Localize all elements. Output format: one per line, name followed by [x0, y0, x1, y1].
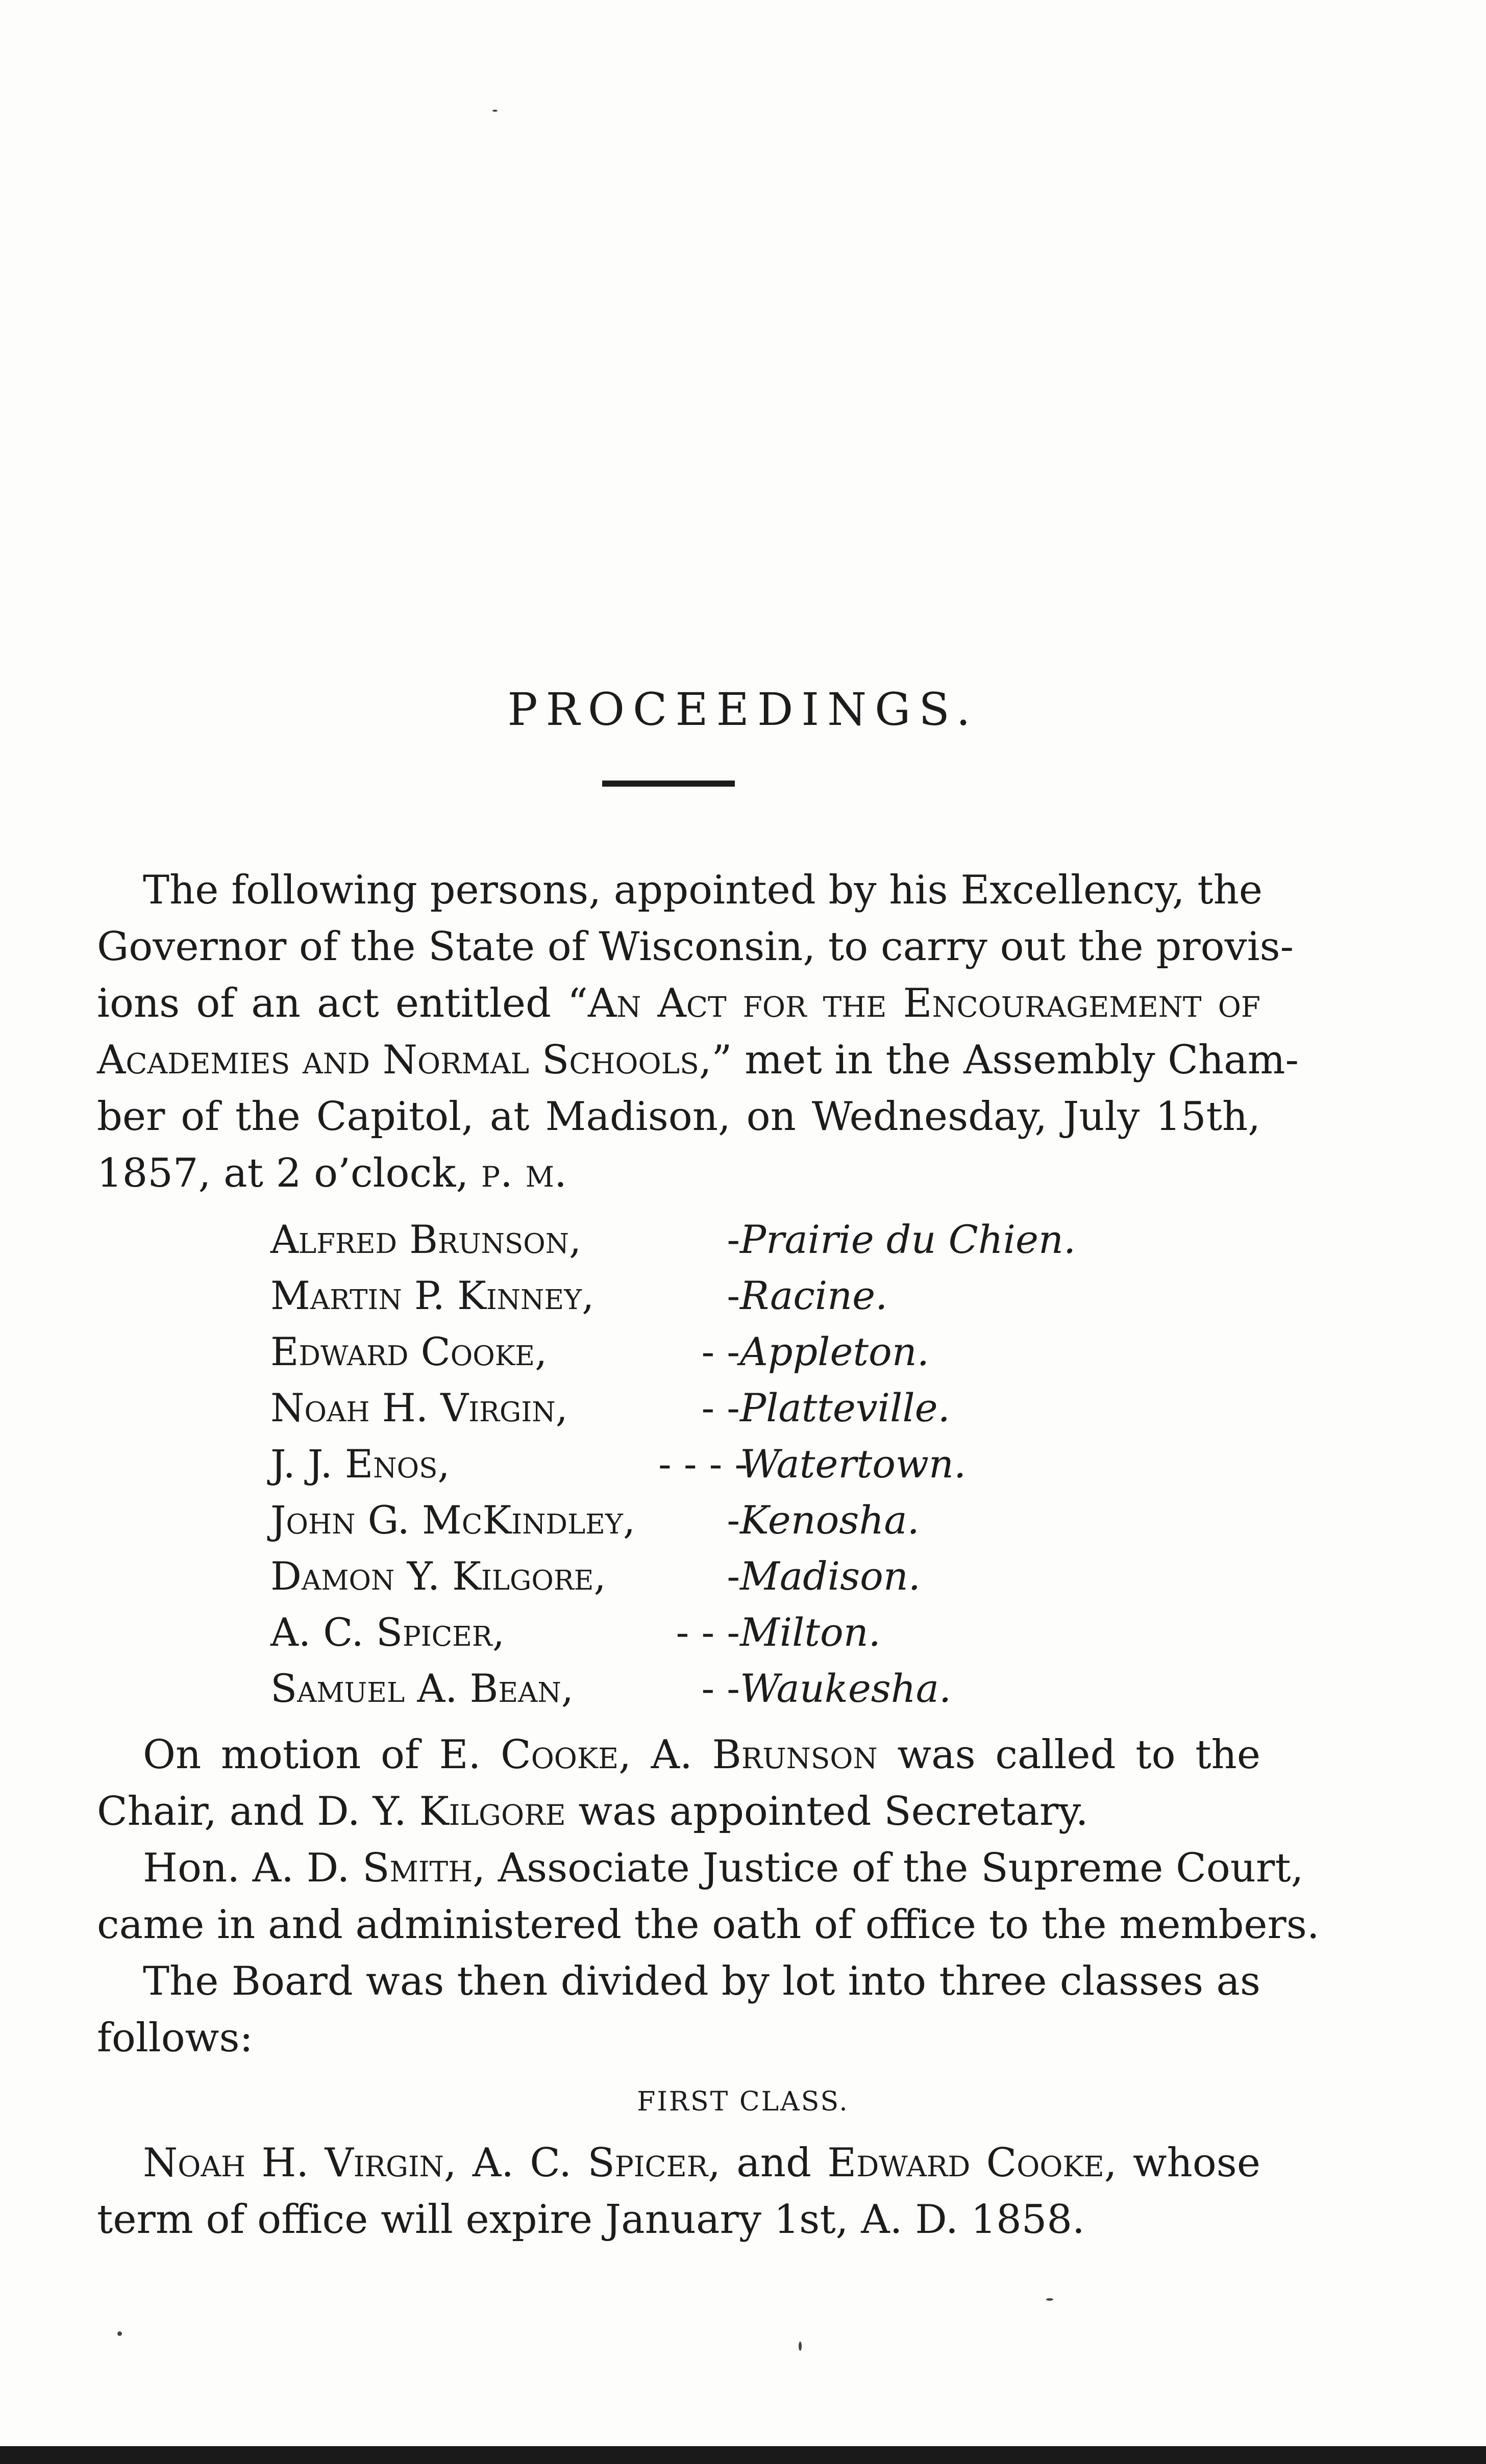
member-place: Waukesha. — [740, 1666, 952, 1711]
leader-dashes: - - — [701, 1385, 740, 1430]
motion-paragraphs — [97, 1727, 1320, 2067]
first-class-paragraph — [97, 2135, 1260, 2248]
intro-line-6 — [97, 1145, 1260, 1202]
member-row — [270, 1380, 1076, 1436]
intro-line-1 — [97, 862, 1263, 919]
intro-text: ber of the Capitol, at Madison, on Wednesday, July 15th, — [97, 1094, 1260, 1140]
member-name: Damon Y. Kilgore, — [270, 1553, 606, 1599]
members-roster — [270, 1212, 1076, 1717]
scan-speck — [492, 110, 498, 112]
member-place: Appleton. — [740, 1329, 929, 1374]
intro-line-4 — [97, 1032, 1299, 1089]
person-name: Noah H. Virgin — [143, 2140, 444, 2186]
leader-dashes: - - - - — [658, 1441, 748, 1487]
page-title: PROCEEDINGS. — [507, 683, 979, 736]
member-name: Martin P. Kinney, — [270, 1273, 595, 1318]
member-place: Kenosha. — [740, 1497, 920, 1543]
intro-line-5 — [97, 1089, 1260, 1145]
member-row — [270, 1324, 1076, 1380]
person-name: A. C. Spicer — [472, 2140, 708, 2186]
scan-speck — [1046, 2298, 1053, 2301]
member-name: Edward Cooke, — [270, 1329, 548, 1374]
member-name: J. J. Enos, — [270, 1441, 450, 1487]
leader-dashes: - — [727, 1273, 740, 1318]
intro-line-2 — [97, 919, 1294, 975]
motion-line-2: Chair, and D. Y. Kilgore was appointed Secretary. — [97, 1789, 1088, 1834]
leader-dashes: - — [727, 1553, 740, 1599]
motion-line-3: Hon. A. D. Smith, Associate Justice of the Supreme Court, — [143, 1845, 1304, 1891]
scan-speck — [117, 2331, 122, 2336]
act-title: Academies and Normal Schools — [97, 1037, 699, 1083]
first-class-line-2: term of office will expire January 1st, A. D. 1858. — [97, 2197, 1085, 2243]
member-place: Racine. — [740, 1273, 888, 1318]
member-row — [270, 1492, 1076, 1548]
member-name: Samuel A. Bean, — [270, 1666, 574, 1711]
time-marker: p. m. — [481, 1150, 567, 1196]
intro-paragraph — [97, 862, 1299, 1202]
member-row — [270, 1548, 1076, 1604]
leader-dashes: - - — [701, 1666, 740, 1711]
member-row — [270, 1661, 1076, 1717]
member-place: Platteville. — [740, 1385, 950, 1430]
person-name: Edward Cooke — [827, 2140, 1104, 2186]
member-name: Alfred Brunson, — [270, 1217, 582, 1262]
leader-dashes: - — [727, 1497, 740, 1543]
motion-line-1: On motion of E. Cooke, A. Brunson was called to the — [143, 1732, 1260, 1778]
intro-text: Governor of the State of Wisconsin, to carry out the provis- — [97, 924, 1294, 970]
intro-text: 1857, at 2 o’clock, — [97, 1150, 482, 1196]
member-row — [270, 1212, 1076, 1268]
member-name: Noah H. Virgin, — [270, 1385, 568, 1430]
member-place: Madison. — [740, 1553, 921, 1599]
act-title: An Act for the Encouragement of — [587, 980, 1260, 1026]
first-class-line-1: Noah H. Virgin, A. C. Spicer, and Edward Cooke, whose — [143, 2140, 1260, 2186]
person-name: Kilgore — [419, 1789, 566, 1834]
member-row — [270, 1604, 1076, 1661]
first-class-heading: FIRST CLASS. — [637, 2086, 849, 2117]
scan-edge — [0, 2446, 1486, 2464]
person-name: E. Cooke — [439, 1732, 619, 1778]
member-row — [270, 1436, 1076, 1492]
member-place: Milton. — [740, 1610, 881, 1655]
intro-text: ions of an act entitled “ — [97, 980, 588, 1026]
title-rule — [602, 781, 735, 787]
intro-text: The following persons, appointed by his Excellency, the — [143, 867, 1263, 913]
member-place: Prairie du Chien. — [740, 1217, 1076, 1262]
member-row — [270, 1268, 1076, 1324]
intro-text: ,” met in the Assembly Cham- — [699, 1037, 1299, 1083]
member-name: A. C. Spicer, — [270, 1610, 505, 1655]
motion-line-5: The Board was then divided by lot into three classes as — [143, 1958, 1260, 2004]
scan-speck — [799, 2342, 802, 2351]
person-name: A. Brunson — [651, 1732, 878, 1778]
intro-line-3 — [97, 975, 1260, 1032]
leader-dashes: - — [727, 1217, 740, 1262]
member-place: Watertown. — [740, 1441, 967, 1487]
leader-dashes: - - — [701, 1329, 740, 1374]
member-name: John G. McKindley, — [270, 1497, 635, 1543]
motion-line-6: follows: — [97, 2015, 253, 2061]
leader-dashes: - - - — [676, 1610, 740, 1655]
motion-line-4: came in and administered the oath of office to the members. — [97, 1902, 1320, 1948]
person-name: Smith — [362, 1845, 473, 1891]
